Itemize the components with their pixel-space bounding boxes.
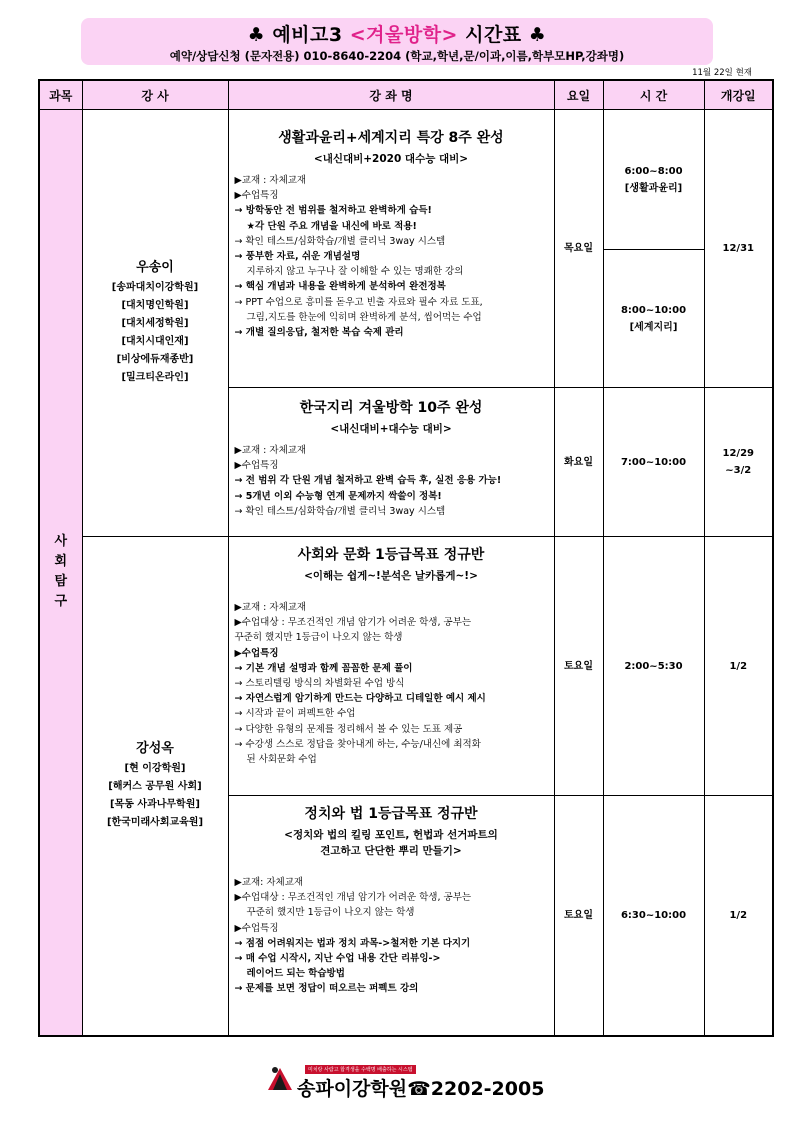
course-title: 한국지리 겨울방학 10주 완성 [299, 400, 483, 416]
course-cell [228, 537, 554, 796]
course-line: ▶수업특징 [234, 460, 279, 472]
course-line: → 점점 어려워지는 법과 정치 과목->철저한 기본 다지기 [234, 937, 471, 949]
course-line: → 전 범위 각 단원 개념 철저하고 완벽 습득 후, 실전 응용 가능! [234, 475, 502, 487]
footer-logo [265, 1062, 545, 1098]
day-cell: 토요일 [554, 537, 603, 796]
affiliation: [밀크티온라인] [121, 372, 189, 383]
course-subtitle: <이해는 쉽게~!분석은 날카롭게~!> [304, 570, 478, 582]
course-line: → 방학동안 전 범위를 철저하고 완벽하게 습득! [234, 205, 432, 217]
affiliation: [대치명인학원] [121, 300, 189, 311]
affiliation: [송파대치이강학원] [111, 282, 199, 293]
course-line: → 개별 질의응답, 철저한 복습 숙제 관리 [234, 327, 404, 339]
course-line: → 매 수업 시작시, 지난 수업 내용 간단 리뷰잉-> [234, 953, 441, 965]
col-header: 시 간 [603, 80, 704, 110]
time-cell [603, 250, 704, 388]
course-line: ▶수업특징 [234, 647, 279, 659]
course-line: → 자연스럽게 암기하게 만드는 다양하고 디테일한 예시 제시 [234, 693, 486, 705]
title-banner [81, 18, 713, 65]
affiliation: [대치시대인재] [121, 336, 189, 347]
footer-tagline: 미치랑 사람고 합격생을 수백명 배출하는 시스템 [305, 1065, 416, 1074]
course-line: 레이어드 되는 학습방법 [246, 968, 345, 980]
course-line: → PPT 수업으로 흥미를 돋우고 빈출 자료와 필수 자료 도표, [234, 296, 483, 308]
time-note: [생활과윤리] [624, 182, 683, 194]
col-header: 과목 [39, 80, 82, 110]
open-date-cell: 12/29 ~3/2 [704, 388, 773, 537]
course-line: → 수강생 스스로 정답을 찾아내게 하는, 수능/내신에 최적화 [234, 738, 481, 750]
course-line: ▶교재 : 자체교재 [234, 175, 307, 186]
course-title: 정치와 법 1등급목표 정규반 [304, 806, 478, 822]
course-line: 그림,지도를 한눈에 익히며 완벽하게 분석, 씹어먹는 수업 [246, 311, 482, 323]
instructor-name: 우송이 [136, 260, 174, 275]
affiliation: [현 이강학원] [124, 762, 186, 774]
day-cell: 화요일 [554, 388, 603, 537]
open-date-cell: 1/2 [704, 537, 773, 796]
time-cell: 7:00~10:00 [603, 388, 704, 537]
course-line: → 스토리텔링 방식의 차별화된 수업 방식 [234, 678, 405, 690]
page-title: ♣ 예비고3 <겨울방학> 시간표 ♣ [247, 24, 547, 46]
affiliation: [목동 사과나무학원] [110, 798, 200, 810]
course-line: → 확인 테스트/심화학습/개별 클리닉 3way 시스템 [234, 235, 446, 247]
time-cell: 2:00~5:30 [603, 537, 704, 796]
course-line: → 시작과 끝이 퍼펙트한 수업 [234, 708, 356, 720]
instructor-cell [82, 537, 228, 1036]
course-cell [228, 388, 554, 537]
time-value: 8:00~10:00 [620, 304, 687, 316]
date-label: 11월 22일 현재 [692, 68, 752, 78]
course-line: → 핵심 개념과 내용을 완벽하게 분석하여 완전정복 [234, 281, 446, 293]
course-line: ▶수업특징 [234, 922, 279, 934]
table-row [39, 110, 773, 250]
affiliation: [대치세정학원] [121, 318, 189, 329]
course-line: 된 사회문화 수업 [246, 754, 317, 766]
category-cell: 사 회 탐 구 [39, 110, 82, 1036]
course-subtitle: <정치와 법의 킬링 포인트, 헌법과 선거파트의 견고하고 단단한 뿌리 만들기> [284, 829, 498, 857]
affiliation: [비상에듀재종반] [116, 354, 194, 365]
course-line: → 기본 개념 설명과 함께 꼼꼼한 문제 풀이 [234, 662, 413, 674]
course-line: → 풍부한 자료, 쉬운 개념설명 [234, 251, 361, 263]
time-cell: 6:30~10:00 [603, 796, 704, 1036]
day-cell: 토요일 [554, 796, 603, 1036]
academy-name: 송파이강학원☎2202-2005 [297, 1078, 545, 1100]
course-cell [228, 796, 554, 1036]
instructor-cell [82, 110, 228, 537]
time-cell [603, 110, 704, 250]
time-value: 6:00~8:00 [624, 165, 683, 177]
table-row [39, 537, 773, 796]
col-header: 개강일 [704, 80, 773, 110]
course-line: → 확인 테스트/심화학습/개별 클리닉 3way 시스템 [234, 505, 446, 517]
course-line: → 문제를 보면 정답이 떠오르는 퍼펙트 강의 [234, 983, 419, 995]
course-title: 사회와 문화 1등급목표 정규반 [297, 547, 485, 563]
course-title: 생활과윤리+세계지리 특강 8주 완성 [278, 130, 504, 146]
course-line: ★각 단원 주요 개념을 내신에 바로 적용! [246, 220, 417, 232]
phone-number: ☎2202-2005 [407, 1078, 545, 1100]
course-line: 꾸준히 했지만 1등급이 나오지 않는 학생 [234, 632, 403, 644]
course-line: 꾸준히 했지만 1등급이 나오지 않는 학생 [246, 907, 415, 919]
course-cell [228, 110, 554, 388]
col-header: 강 좌 명 [228, 80, 554, 110]
course-line: ▶수업대상 : 무조건적인 개념 암기가 어려운 학생, 공부는 [234, 892, 472, 904]
course-subtitle: <내신대비+2020 대수능 대비> [313, 153, 469, 165]
course-subtitle: <내신대비+대수능 대비> [330, 423, 452, 435]
schedule-table [38, 79, 774, 1037]
open-date-cell: 12/31 [704, 110, 773, 388]
course-line: ▶수업대상 : 무조건적인 개념 암기가 어려운 학생, 공부는 [234, 617, 472, 629]
col-header: 강 사 [82, 80, 228, 110]
contact-subtitle: 예약/상담신청 (문자전용) 010-8640-2204 (학교,학년,문/이과,이름,학부모HP,강좌명) [169, 49, 625, 63]
affiliation: [해커스 공무원 사회] [108, 780, 202, 792]
course-line: → 5개년 이외 수능형 연계 문제까지 싹쓸이 정복! [234, 490, 442, 502]
affiliation: [한국미래사회교육원] [106, 816, 204, 828]
course-line: 지루하지 않고 누구나 잘 이해할 수 있는 명쾌한 강의 [246, 266, 464, 278]
col-header: 요일 [554, 80, 603, 110]
academy-logo-icon [265, 1064, 295, 1094]
open-date-cell: 1/2 [704, 796, 773, 1036]
course-line: ▶교재: 자체교재 [234, 877, 304, 888]
course-line: ▶교재 : 자체교재 [234, 602, 307, 613]
course-line: ▶교재 : 자체교재 [234, 445, 307, 456]
table-header-row [39, 80, 773, 110]
day-cell: 목요일 [554, 110, 603, 388]
course-line: → 다양한 유형의 문제를 정리해서 볼 수 있는 도표 제공 [234, 723, 463, 735]
instructor-name: 강성옥 [136, 740, 174, 756]
time-note: [세계지리] [629, 321, 678, 333]
course-line: ▶수업특징 [234, 190, 279, 202]
